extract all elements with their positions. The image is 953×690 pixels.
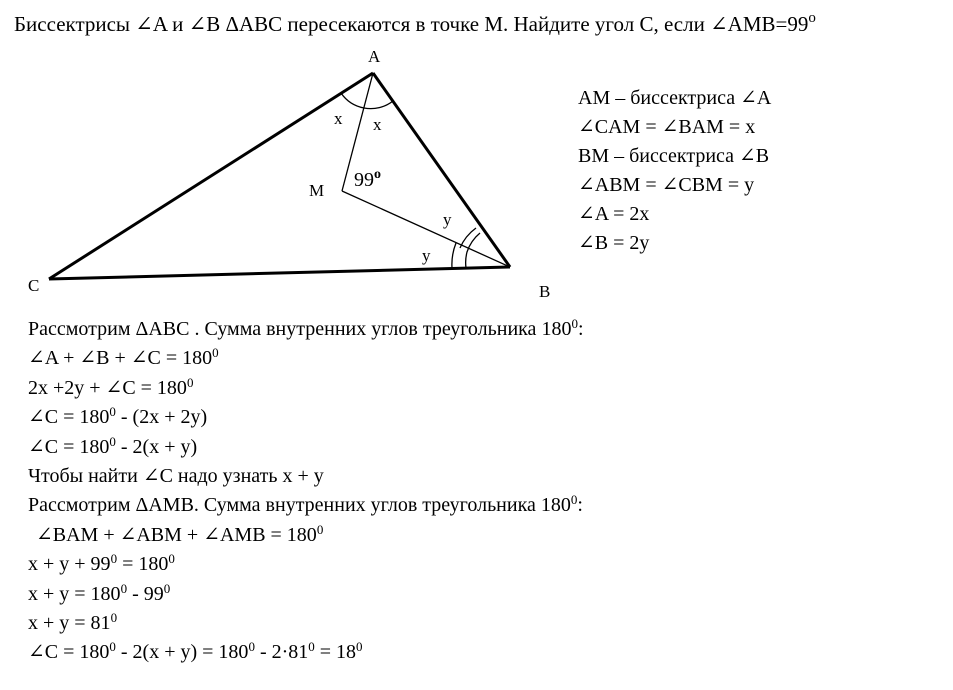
solution-line-12: ∠C = $180^0 - 2(x + y) = 180^0 - 2\cdot 81^0 = 18^0$ [28,639,363,664]
angle-amb-label [354,167,381,191]
angle-y-label-2: y [422,246,431,265]
angle-amb-degree: о [374,167,381,182]
angle-y-label-1: y [443,210,452,229]
solution-line-2: ∠A + ∠B + ∠C = $180^0$ [28,345,219,370]
angle-amb-value: 99 [354,169,374,191]
side-cb [49,267,510,279]
solution-block [28,315,584,668]
angle-x-label-1: x [334,109,343,128]
solution-line-9: $x + y + 99^0 = 180^0$ [28,551,175,576]
angle-x-label-2: x [373,115,382,134]
angle-arc-b-outer [452,243,456,268]
degree-mark: о [808,10,816,26]
vertex-c-label: C [28,276,40,295]
note-line: AM – биссектриса ∠A [578,87,772,109]
note-line: ∠CAM = ∠BAM = x [578,116,756,138]
triangle-figure [0,0,560,310]
solution-line-7: Рассмотрим ΔAMB. Сумма внутренних углов треугольника $180^0$: [28,492,583,517]
solution-line-1: Рассмотрим ΔABC . Сумма внутренних углов треугольника $180^0$: [28,316,584,340]
solution-line-10: $x + y = 180^0 - 99^0$ [28,580,171,605]
solution-line-4: ∠C = $180^0 - (2x + 2y)$ [28,404,208,429]
side-ab [373,73,510,267]
given-notes [578,84,771,258]
problem-text: Биссектрисы ∠A и ∠B ΔABC пересекаются в точке М. Найдите угол С, если ∠AMB=99 [14,12,809,36]
note-line: ∠ABM = ∠CBM = y [578,174,755,196]
vertex-b-label: B [539,282,551,301]
side-ca [49,73,373,279]
solution-line-5: ∠C = $180^0 - 2(x + y)$ [28,433,198,458]
note-line: BM – биссектриса ∠B [578,145,770,167]
solution-line-3: 2x +2y + ∠C = $180^0$ [28,374,194,399]
vertex-a-label: A [368,47,381,66]
solution-line-6: Чтобы найти ∠C надо узнать x + y [28,464,324,487]
note-line: ∠A = 2x [578,203,650,225]
solution-line-8: ∠BAM + ∠ABM + ∠AMB = $180^0$ [36,521,324,546]
solution-line-11: $x + y = 81^0$ [28,609,118,634]
angle-arc-a-right [364,101,393,109]
vertex-m-label: M [309,181,325,200]
note-line: ∠B = 2y [578,232,650,254]
angle-arc-a-left [341,93,364,108]
